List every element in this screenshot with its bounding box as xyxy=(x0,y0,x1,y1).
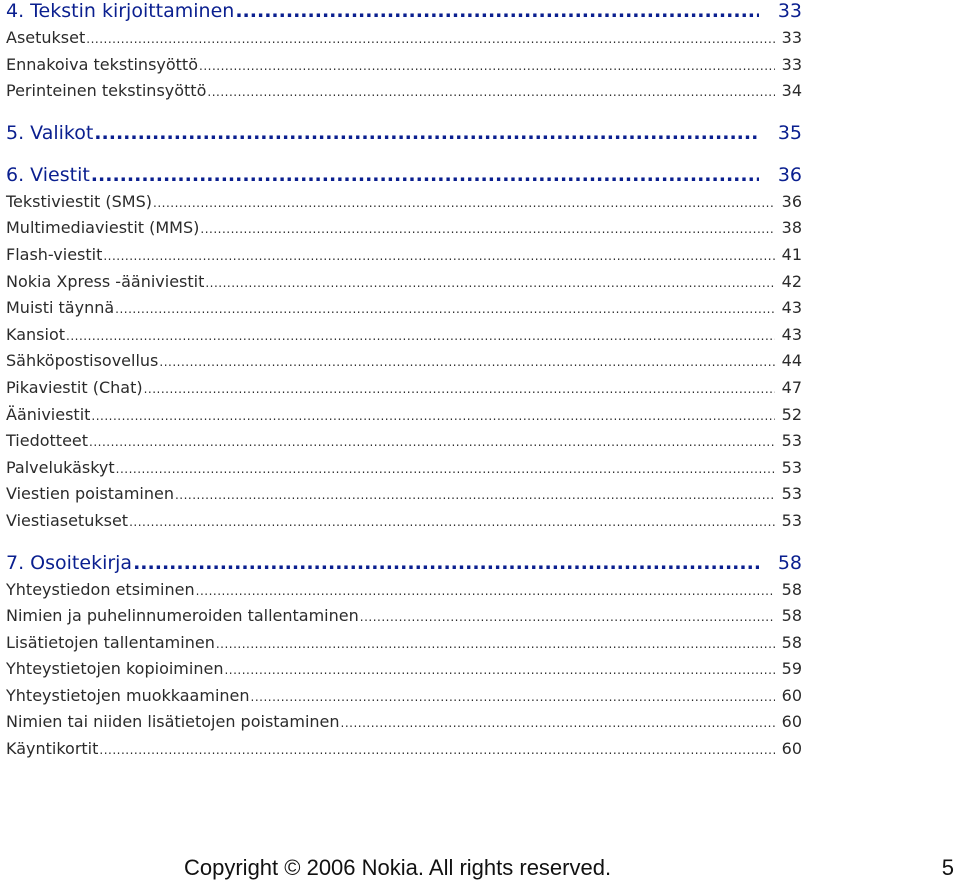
toc-entry[interactable] xyxy=(6,351,802,378)
entry-title: Asetukset xyxy=(6,28,86,47)
entry-page-number: 33 xyxy=(781,28,802,47)
dot-leader xyxy=(66,325,775,344)
toc-entry[interactable] xyxy=(6,633,802,660)
dot-leader xyxy=(144,378,775,397)
entry-page-number: 52 xyxy=(781,404,802,424)
toc-entry[interactable] xyxy=(6,192,802,219)
chapter-title: 6. Viestit xyxy=(6,163,90,186)
dot-leader xyxy=(94,122,759,144)
entry-title: Käyntikortit xyxy=(6,739,99,759)
toc-chapter xyxy=(6,122,802,150)
dot-leader xyxy=(196,580,775,599)
toc-entry[interactable] xyxy=(6,686,802,713)
entry-title: Viestiasetukset xyxy=(6,510,129,530)
toc-entry[interactable] xyxy=(6,218,802,245)
entry-title: Tiedotteet xyxy=(6,431,89,451)
entry-title: Ääniviestit xyxy=(6,404,91,424)
entry-page-number: 59 xyxy=(781,659,802,679)
entry-page-number: 36 xyxy=(781,191,802,211)
dot-leader xyxy=(341,712,775,731)
toc-entry[interactable] xyxy=(6,739,802,766)
toc-entry[interactable] xyxy=(6,606,802,633)
toc-chapter-heading[interactable] xyxy=(6,552,802,580)
entry-title: Yhteystietojen kopioiminen xyxy=(6,659,224,679)
entry-title: Nimien ja puhelinnumeroiden tallentaminen xyxy=(6,606,359,626)
dot-leader xyxy=(235,0,759,22)
entry-page-number: 34 xyxy=(781,81,802,101)
toc-chapter xyxy=(6,552,802,766)
entry-page-number: 43 xyxy=(781,324,802,344)
dot-leader xyxy=(133,552,759,574)
entry-page-number: 47 xyxy=(781,377,802,397)
entry-page-number: 38 xyxy=(781,218,802,238)
dot-leader xyxy=(199,55,775,74)
toc-entry[interactable] xyxy=(6,405,802,432)
toc-chapter xyxy=(6,0,802,108)
toc-chapter-heading[interactable] xyxy=(6,122,802,150)
dot-leader xyxy=(129,511,775,530)
entry-page-number: 60 xyxy=(781,712,802,732)
toc-entry[interactable] xyxy=(6,272,802,299)
dot-leader xyxy=(91,164,759,186)
toc-entry[interactable] xyxy=(6,81,802,108)
entry-title: Multimediaviestit (MMS) xyxy=(6,218,200,238)
toc-entry[interactable] xyxy=(6,431,802,458)
chapter-title: 5. Valikot xyxy=(6,121,94,144)
dot-leader xyxy=(216,633,775,652)
chapter-title: 7. Osoitekirja xyxy=(6,551,133,574)
entry-title: Flash-viestit xyxy=(6,244,103,264)
entry-page-number: 58 xyxy=(781,606,802,626)
entry-title: Yhteystiedon etsiminen xyxy=(6,579,195,599)
entry-title: Nimien tai niiden lisätietojen poistaminen xyxy=(6,712,340,732)
entry-page-number: 33 xyxy=(781,54,802,74)
dot-leader xyxy=(103,245,775,264)
dot-leader xyxy=(159,351,775,370)
toc-chapter-heading[interactable] xyxy=(6,164,802,192)
dot-leader xyxy=(99,739,775,758)
entry-page-number: 60 xyxy=(781,739,802,759)
entry-title: Palvelukäskyt xyxy=(6,457,115,477)
dot-leader xyxy=(207,81,775,100)
dot-leader xyxy=(91,405,775,424)
entry-title: Kansiot xyxy=(6,324,65,344)
entry-title: Lisätietojen tallentaminen xyxy=(6,632,215,652)
toc-entry[interactable] xyxy=(6,659,802,686)
entry-page-number: 60 xyxy=(781,685,802,705)
dot-leader xyxy=(116,458,775,477)
toc-entry[interactable] xyxy=(6,484,802,511)
entry-title: Muisti täynnä xyxy=(6,298,115,318)
toc-entry[interactable] xyxy=(6,325,802,352)
toc-entry[interactable] xyxy=(6,245,802,272)
toc-chapter xyxy=(6,164,802,538)
page-footer xyxy=(0,855,960,885)
dot-leader xyxy=(175,484,775,503)
toc-chapter-heading[interactable] xyxy=(6,0,802,28)
dot-leader xyxy=(89,431,775,450)
dot-leader xyxy=(86,28,775,47)
entry-page-number: 53 xyxy=(781,484,802,504)
dot-leader xyxy=(205,272,775,291)
entry-page-number: 58 xyxy=(781,579,802,599)
entry-page-number: 53 xyxy=(781,457,802,477)
toc-entry[interactable] xyxy=(6,28,802,55)
chapter-page-number: 58 xyxy=(777,551,802,574)
page-number: 5 xyxy=(941,855,954,880)
entry-page-number: 53 xyxy=(781,510,802,530)
entry-page-number: 44 xyxy=(781,351,802,371)
dot-leader xyxy=(251,686,775,705)
entry-title: Pikaviestit (Chat) xyxy=(6,377,143,397)
entry-title: Yhteystietojen muokkaaminen xyxy=(6,685,250,705)
entry-title: Tekstiviestit (SMS) xyxy=(6,191,152,211)
entry-title: Nokia Xpress -ääniviestit xyxy=(6,271,205,291)
entry-page-number: 53 xyxy=(781,431,802,451)
chapter-page-number: 36 xyxy=(777,163,802,186)
toc-entry[interactable] xyxy=(6,298,802,325)
chapter-title: 4. Tekstin kirjoittaminen xyxy=(6,0,235,22)
chapter-page-number: 35 xyxy=(777,121,802,144)
table-of-contents xyxy=(6,0,802,780)
toc-entry[interactable] xyxy=(6,55,802,82)
dot-leader xyxy=(153,192,775,211)
copyright-notice: Copyright © 2006 Nokia. All rights reserved. xyxy=(184,855,612,880)
entry-title: Ennakoiva tekstinsyöttö xyxy=(6,54,198,74)
entry-title: Perinteinen tekstinsyöttö xyxy=(6,81,207,101)
entry-page-number: 42 xyxy=(781,271,802,291)
dot-leader xyxy=(224,659,775,678)
entry-page-number: 41 xyxy=(781,244,802,264)
toc-entry[interactable] xyxy=(6,712,802,739)
dot-leader xyxy=(360,606,775,625)
toc-entry[interactable] xyxy=(6,580,802,607)
dot-leader xyxy=(115,298,775,317)
toc-entry[interactable] xyxy=(6,458,802,485)
chapter-page-number: 33 xyxy=(777,0,802,22)
toc-entry[interactable] xyxy=(6,511,802,538)
entry-title: Viestien poistaminen xyxy=(6,484,174,504)
dot-leader xyxy=(200,218,775,237)
entry-page-number: 58 xyxy=(781,632,802,652)
entry-page-number: 43 xyxy=(781,298,802,318)
entry-title: Sähköpostisovellus xyxy=(6,351,159,371)
toc-entry[interactable] xyxy=(6,378,802,405)
